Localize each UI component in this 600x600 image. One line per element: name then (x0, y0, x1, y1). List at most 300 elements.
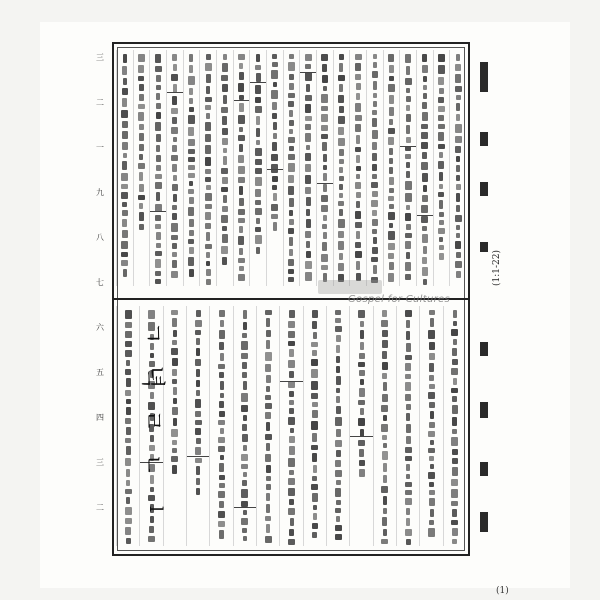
glyph-mark (241, 518, 248, 525)
glyph-mark (122, 161, 127, 170)
glyph-mark (243, 445, 247, 451)
glyph-mark (406, 96, 411, 102)
glyph-mark (372, 130, 378, 139)
glyph-mark (156, 232, 161, 240)
glyph-mark (243, 310, 247, 319)
glyph-mark (321, 254, 328, 262)
glyph-mark (405, 154, 411, 159)
watermark-tagline: Gospel for Cultures (348, 294, 450, 305)
glyph-mark (289, 408, 294, 414)
text-column (449, 50, 466, 286)
glyph-mark (222, 63, 228, 72)
glyph-mark (288, 154, 295, 160)
glyph-mark (456, 156, 460, 162)
glyph-mark (312, 523, 318, 529)
glyph-mark (336, 516, 340, 522)
glyph-mark (221, 168, 228, 174)
glyph-mark (438, 161, 444, 169)
glyph-mark (382, 362, 388, 370)
glyph-mark (428, 448, 435, 453)
glyph-mark (242, 362, 247, 369)
glyph-mark (453, 321, 457, 326)
glyph-mark (189, 247, 194, 254)
glyph-mark (271, 70, 278, 79)
glyph-mark (218, 420, 225, 425)
glyph-mark (429, 375, 434, 381)
glyph-mark (455, 64, 461, 71)
glyph-mark (455, 146, 461, 153)
glyph-mark (220, 428, 224, 434)
glyph-mark (423, 76, 427, 82)
glyph-mark (356, 166, 361, 171)
glyph-mark (123, 269, 127, 277)
glyph-mark (451, 368, 458, 375)
glyph-mark (406, 404, 411, 410)
glyph-mark (125, 350, 132, 357)
glyph-mark (321, 195, 328, 202)
glyph-mark (272, 142, 277, 151)
glyph-mark (206, 54, 211, 60)
glyph-mark (388, 84, 395, 92)
glyph-mark (189, 230, 194, 236)
glyph-mark (451, 437, 458, 446)
text-column (256, 306, 279, 546)
glyph-mark (266, 318, 270, 327)
glyph-mark (422, 226, 427, 231)
text-column (383, 50, 400, 286)
glyph-mark (272, 185, 277, 190)
glyph-mark (323, 154, 327, 162)
glyph-mark (430, 509, 434, 517)
glyph-mark (389, 76, 394, 81)
glyph-mark (288, 269, 294, 274)
glyph-mark (122, 210, 128, 216)
glyph-mark (438, 192, 444, 197)
glyph-mark (289, 436, 295, 443)
glyph-mark (189, 107, 194, 112)
glyph-mark (336, 396, 340, 403)
glyph-mark (429, 422, 435, 428)
underline-rule (150, 211, 166, 212)
glyph-mark (195, 411, 201, 417)
glyph-mark (339, 176, 344, 181)
glyph-mark (429, 384, 435, 389)
underline-rule (250, 82, 266, 83)
glyph-mark (148, 536, 155, 542)
glyph-mark (312, 433, 317, 442)
glyph-mark (122, 121, 128, 128)
glyph-mark (156, 155, 161, 162)
glyph-mark (255, 177, 262, 186)
glyph-mark (172, 54, 177, 61)
glyph-mark (430, 318, 434, 327)
glyph-mark (383, 382, 387, 391)
glyph-mark (305, 124, 311, 130)
glyph-mark (155, 182, 162, 189)
glyph-mark (256, 218, 260, 224)
text-column (149, 50, 166, 286)
glyph-mark (122, 131, 128, 139)
text-column (249, 50, 266, 286)
glyph-mark (338, 127, 344, 135)
glyph-mark (238, 166, 245, 174)
glyph-mark (171, 74, 178, 81)
glyph-mark (219, 310, 225, 317)
glyph-mark (242, 372, 247, 378)
glyph-mark (355, 74, 361, 80)
glyph-mark (439, 253, 444, 260)
glyph-mark (156, 134, 161, 142)
glyph-mark (196, 310, 201, 317)
glyph-mark (196, 369, 200, 377)
glyph-mark (172, 213, 177, 220)
glyph-mark (288, 186, 294, 195)
glyph-mark (405, 482, 412, 487)
glyph-mark (422, 102, 427, 109)
glyph-mark (451, 501, 458, 506)
glyph-mark (139, 212, 144, 221)
glyph-mark (222, 128, 228, 135)
glyph-mark (372, 164, 377, 171)
glyph-mark (196, 380, 200, 387)
glyph-mark (288, 458, 295, 467)
glyph-mark (172, 252, 177, 257)
glyph-mark (335, 326, 342, 332)
text-column (419, 306, 442, 546)
glyph-mark (289, 120, 294, 126)
glyph-mark (288, 478, 295, 485)
glyph-mark (125, 507, 132, 515)
glyph-mark (451, 388, 458, 393)
glyph-mark (206, 269, 211, 276)
glyph-mark (255, 85, 261, 94)
glyph-mark (439, 184, 443, 189)
glyph-mark (172, 164, 177, 172)
glyph-mark (239, 72, 244, 80)
glyph-mark (223, 148, 227, 153)
glyph-mark (456, 252, 461, 258)
glyph-mark (456, 103, 460, 111)
glyph-mark (355, 182, 361, 189)
glyph-mark (371, 257, 378, 262)
book-title-char: 녁 (139, 365, 168, 389)
glyph-mark (339, 209, 343, 216)
glyph-mark (438, 132, 444, 141)
glyph-mark (288, 277, 294, 282)
verse-number: 二 (96, 98, 104, 107)
verse-number: 一 (96, 143, 104, 152)
text-column (116, 50, 133, 286)
glyph-mark (456, 184, 461, 190)
glyph-mark (156, 93, 160, 100)
glyph-mark (220, 393, 224, 398)
glyph-mark (265, 364, 271, 372)
text-column (349, 50, 366, 286)
glyph-mark (239, 63, 243, 69)
glyph-mark (356, 201, 360, 208)
glyph-mark (455, 86, 462, 92)
glyph-mark (172, 205, 177, 210)
glyph-mark (239, 266, 244, 271)
glyph-mark (241, 393, 248, 402)
glyph-mark (438, 228, 445, 234)
glyph-mark (383, 508, 387, 514)
glyph-mark (438, 115, 444, 121)
glyph-mark (171, 271, 178, 278)
glyph-mark (255, 159, 262, 165)
glyph-mark (311, 484, 318, 490)
glyph-mark (289, 529, 294, 536)
glyph-mark (266, 524, 270, 533)
glyph-mark (311, 369, 318, 378)
glyph-mark (126, 538, 131, 544)
glyph-mark (289, 400, 294, 405)
glyph-mark (242, 480, 247, 486)
glyph-mark (273, 133, 277, 139)
glyph-mark (428, 392, 435, 399)
glyph-mark (288, 137, 295, 143)
glyph-mark (336, 366, 340, 373)
glyph-mark (171, 223, 178, 232)
glyph-mark (311, 393, 318, 399)
glyph-mark (381, 539, 388, 544)
glyph-mark (313, 505, 317, 510)
book-title (132, 316, 180, 526)
glyph-mark (242, 434, 248, 442)
glyph-mark (289, 470, 294, 475)
glyph-mark (305, 95, 312, 101)
glyph-mark (452, 528, 458, 536)
glyph-mark (359, 449, 364, 457)
glyph-mark (272, 54, 277, 59)
glyph-mark (383, 529, 387, 536)
glyph-mark (405, 529, 412, 536)
watermark-badge (318, 280, 382, 294)
glyph-mark (405, 355, 412, 360)
glyph-mark (238, 135, 245, 141)
glyph-mark (356, 83, 361, 90)
glyph-mark (205, 134, 211, 142)
glyph-mark (220, 455, 224, 460)
text-column (333, 50, 350, 286)
glyph-mark (321, 205, 328, 212)
underline-rule (167, 92, 183, 93)
glyph-mark (155, 259, 161, 268)
glyph-mark (381, 405, 388, 412)
glyph-mark (149, 526, 154, 533)
glyph-mark (266, 504, 270, 513)
glyph-mark (273, 193, 277, 201)
glyph-mark (126, 446, 131, 455)
glyph-mark (423, 185, 427, 192)
glyph-mark (438, 65, 445, 74)
glyph-mark (271, 154, 278, 161)
glyph-mark (156, 112, 161, 119)
upper-text-columns (116, 50, 466, 286)
glyph-mark (238, 258, 245, 263)
glyph-mark (452, 467, 458, 476)
glyph-mark (359, 370, 365, 376)
glyph-mark (290, 428, 294, 433)
glyph-mark (335, 440, 342, 447)
glyph-mark (155, 279, 161, 284)
glyph-mark (188, 149, 195, 154)
glyph-mark (255, 189, 261, 197)
glyph-mark (421, 205, 428, 213)
book-title-char: ㄹ (139, 409, 168, 433)
text-column (373, 306, 396, 546)
text-column (233, 50, 250, 286)
glyph-mark (339, 253, 343, 260)
glyph-mark (405, 382, 411, 391)
glyph-mark (355, 222, 362, 228)
glyph-mark (241, 489, 248, 498)
book-title-char: ㄴ (139, 453, 168, 477)
verse-number: 四 (96, 413, 104, 422)
glyph-mark (355, 242, 361, 248)
glyph-mark (429, 520, 434, 525)
glyph-mark (406, 436, 411, 444)
glyph-mark (123, 78, 127, 85)
glyph-mark (189, 98, 193, 104)
glyph-mark (221, 187, 228, 192)
glyph-mark (359, 469, 365, 477)
glyph-mark (122, 230, 128, 238)
glyph-mark (172, 243, 177, 249)
glyph-mark (389, 148, 393, 155)
header-glyph (480, 62, 488, 92)
glyph-mark (125, 390, 131, 396)
glyph-mark (423, 246, 427, 254)
glyph-mark (155, 271, 161, 276)
glyph-mark (389, 262, 394, 270)
glyph-mark (206, 113, 210, 119)
glyph-mark (381, 486, 388, 493)
glyph-mark (429, 342, 435, 350)
glyph-mark (405, 54, 411, 63)
glyph-mark (255, 235, 262, 244)
glyph-mark (389, 119, 393, 125)
glyph-mark (305, 272, 312, 281)
glyph-mark (125, 489, 132, 494)
glyph-mark (125, 458, 131, 466)
glyph-mark (266, 330, 271, 337)
glyph-mark (439, 212, 444, 217)
glyph-mark (238, 177, 245, 183)
glyph-mark (323, 232, 327, 239)
glyph-mark (313, 465, 317, 473)
glyph-mark (139, 124, 144, 130)
glyph-mark (219, 530, 224, 539)
glyph-mark (373, 265, 377, 274)
glyph-mark (323, 173, 327, 181)
glyph-mark (156, 165, 161, 171)
glyph-mark (156, 192, 160, 201)
header-glyph (480, 512, 488, 532)
glyph-mark (388, 128, 395, 134)
glyph-mark (121, 173, 128, 181)
chapter-reference: (1:1-22) (492, 250, 502, 286)
glyph-mark (306, 84, 310, 92)
glyph-mark (456, 193, 460, 202)
glyph-mark (238, 236, 244, 245)
glyph-mark (339, 84, 343, 92)
glyph-mark (172, 184, 178, 191)
glyph-mark (171, 310, 178, 315)
glyph-mark (339, 149, 344, 156)
glyph-mark (206, 252, 210, 258)
glyph-mark (138, 112, 144, 121)
glyph-mark (305, 231, 311, 238)
glyph-mark (219, 463, 224, 472)
glyph-mark (256, 247, 260, 254)
glyph-mark (125, 331, 132, 338)
glyph-mark (388, 231, 395, 240)
glyph-mark (438, 77, 444, 85)
glyph-mark (138, 104, 145, 109)
text-column (416, 50, 433, 286)
glyph-mark (389, 223, 393, 228)
glyph-mark (126, 378, 131, 387)
glyph-mark (256, 128, 260, 137)
header-glyph (480, 242, 488, 252)
glyph-mark (456, 114, 460, 121)
glyph-mark (360, 342, 364, 350)
glyph-mark (272, 113, 277, 119)
glyph-mark (422, 267, 428, 276)
verse-number: 六 (96, 323, 104, 332)
glyph-mark (406, 224, 411, 230)
glyph-mark (335, 534, 342, 540)
glyph-mark (289, 349, 294, 357)
glyph-mark (322, 64, 327, 72)
glyph-mark (221, 215, 228, 223)
glyph-mark (156, 75, 161, 82)
verse-number: 八 (96, 233, 104, 242)
glyph-mark (339, 184, 343, 190)
glyph-mark (289, 83, 294, 90)
glyph-mark (188, 76, 195, 85)
glyph-mark (438, 144, 445, 149)
glyph-mark (139, 224, 144, 230)
text-column (443, 306, 466, 546)
glyph-mark (126, 427, 131, 435)
glyph-mark (359, 388, 365, 397)
glyph-mark (242, 333, 247, 338)
glyph-mark (205, 212, 211, 220)
glyph-mark (406, 331, 410, 340)
glyph-mark (265, 434, 272, 440)
glyph-mark (195, 399, 201, 408)
glyph-mark (383, 496, 387, 505)
glyph-mark (189, 181, 193, 186)
glyph-mark (288, 360, 295, 368)
glyph-mark (289, 146, 294, 151)
glyph-mark (336, 356, 340, 363)
glyph-mark (356, 174, 360, 179)
glyph-mark (243, 536, 247, 541)
glyph-mark (306, 209, 310, 216)
glyph-mark (406, 162, 410, 168)
glyph-mark (421, 132, 428, 139)
glyph-mark (406, 114, 411, 122)
glyph-mark (338, 116, 345, 124)
glyph-mark (266, 422, 270, 431)
glyph-mark (155, 251, 162, 256)
glyph-mark (430, 440, 434, 445)
glyph-mark (451, 329, 458, 336)
glyph-mark (288, 539, 295, 545)
